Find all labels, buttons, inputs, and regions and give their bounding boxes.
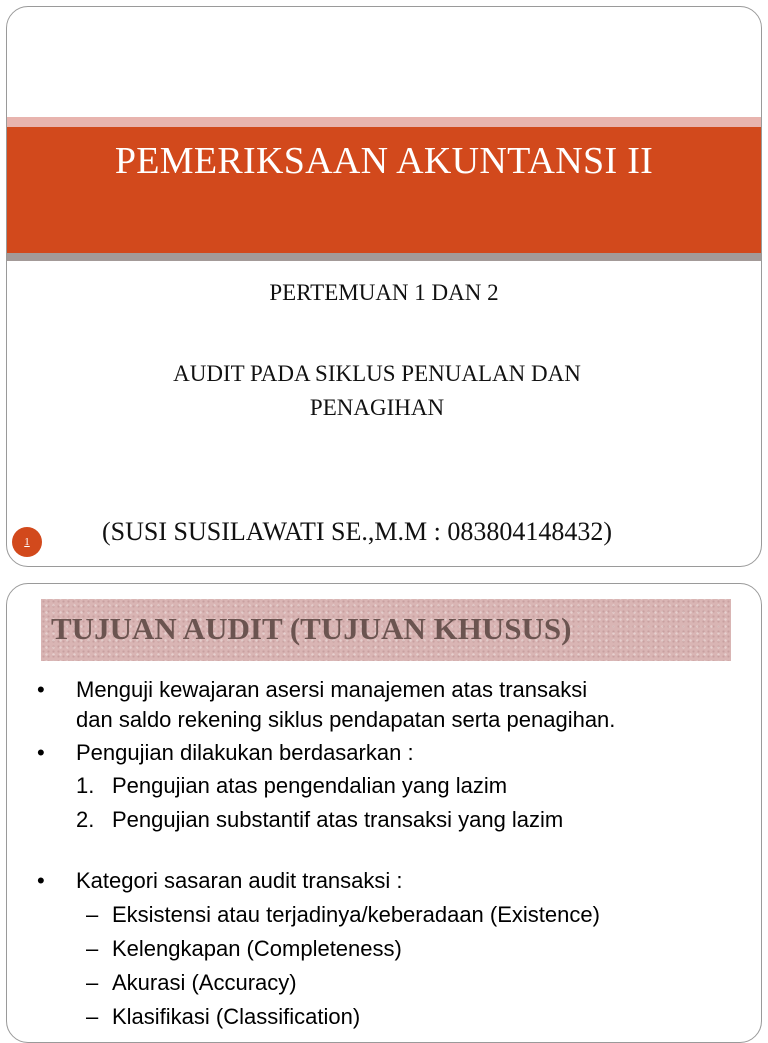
list-item: Kategori sasaran audit transaksi :	[76, 868, 403, 893]
sub-item: Kelengkapan (Completeness)	[112, 936, 402, 961]
dash-icon: –	[86, 902, 99, 927]
list-item: Pengujian dilakukan berdasarkan :	[76, 740, 414, 765]
meeting-subtitle: PERTEMUAN 1 DAN 2	[269, 280, 499, 305]
list-item-continuation: dan saldo rekening siklus pendapatan serta penagihan.	[76, 707, 616, 732]
dash-icon: –	[86, 936, 99, 961]
sub-item: Akurasi (Accuracy)	[112, 970, 297, 995]
title-slide	[6, 6, 762, 567]
sub-item: Eksistensi atau terjadinya/keberadaan (Existence)	[112, 902, 600, 927]
numbered-item: Pengujian substantif atas transaksi yang lazim	[112, 807, 564, 832]
bullet-icon: •	[37, 740, 45, 765]
sub-item: Klasifikasi (Classification)	[112, 1004, 361, 1029]
dash-icon: –	[86, 1004, 99, 1029]
numbered-item: Pengujian atas pengendalian yang lazim	[112, 773, 508, 798]
accent-band-bottom	[7, 253, 761, 261]
dash-icon: –	[86, 970, 99, 995]
content-slide	[6, 583, 762, 1043]
bullet-icon: •	[37, 868, 45, 893]
page-number-badge[interactable]: 1	[12, 527, 42, 557]
header-band	[41, 599, 731, 661]
bullet-icon: •	[37, 677, 45, 702]
section-heading: TUJUAN AUDIT (TUJUAN KHUSUS)	[51, 611, 572, 646]
topic-subtitle: AUDIT PADA SIKLUS PENUALAN DAN PENAGIHAN	[173, 361, 581, 420]
numbered-marker: 1.	[76, 773, 95, 798]
author-line: (SUSI SUSILAWATI SE.,M.M : 083804148432)	[102, 517, 612, 546]
slide-title: PEMERIKSAAN AKUNTANSI II	[114, 140, 654, 182]
numbered-marker: 2.	[76, 807, 95, 832]
list-item: Menguji kewajaran asersi manajemen atas transaksi	[76, 677, 588, 702]
accent-band-top	[7, 117, 761, 127]
